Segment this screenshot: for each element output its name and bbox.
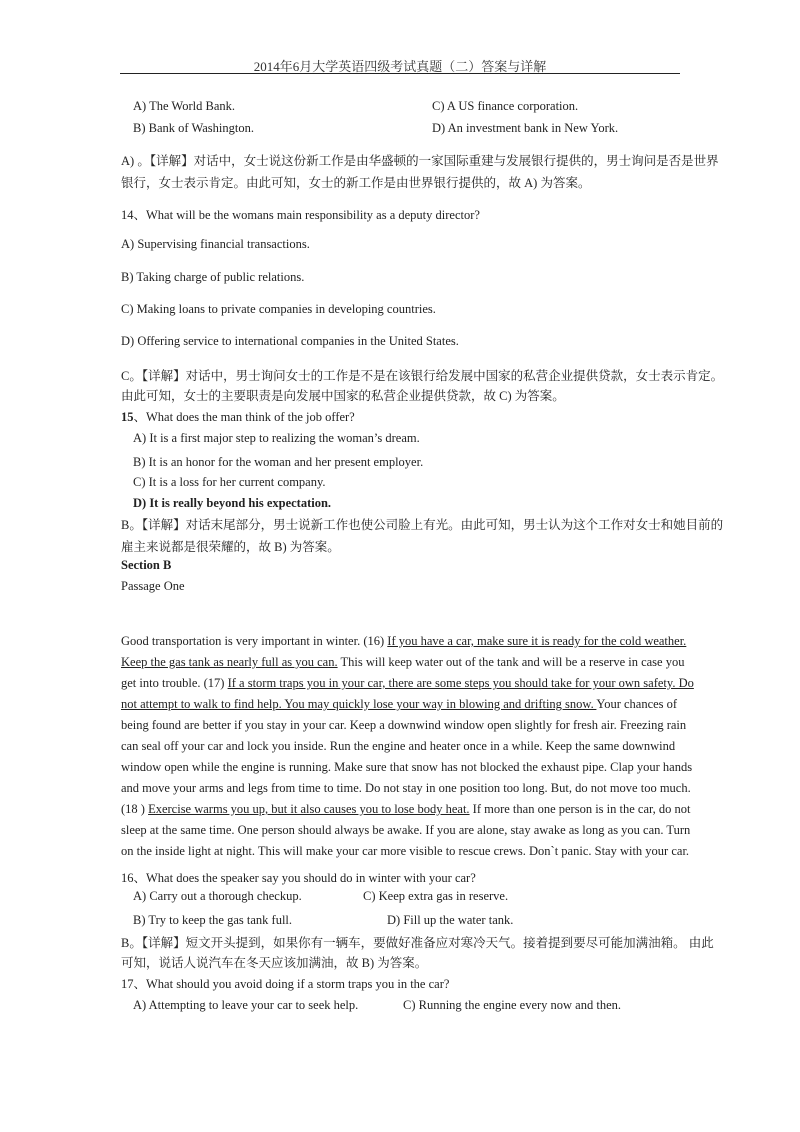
passage-line-4: [121, 697, 677, 712]
q14-option-a: A) Supervising financial transactions.: [121, 237, 310, 251]
passage-title: Passage One: [121, 579, 185, 593]
q14-explanation-line-2: 由此可知，女士的主要职责是向发展中国家的私营企业提供贷款，故 C) 为答案。: [121, 389, 565, 403]
q16-explanation-line-1: B。【详解】短文开头提到，如果你有一辆车，要做好准备应对寒冷天气。接着提到要尽可能加满油箱。 由此: [121, 936, 714, 950]
q16-option-c: C) Keep extra gas in reserve.: [363, 889, 509, 903]
passage-line-7: window open while the engine is running. Make sure that snow has not blocked the exhaust pipe. Clap your hands: [121, 760, 693, 774]
q15-explanation-line-1: B。【详解】对话末尾部分，男士说新工作也使公司脸上有光。由此可知，男士认为这个工作对女士和她目前的: [121, 518, 724, 532]
q14-option-c: C) Making loans to private companies in developing countries.: [121, 302, 436, 316]
q13-explanation-line-2: 银行，女士表示肯定。由此可知，女士的新工作是由世界银行提供的，故 A) 为答案。: [121, 176, 591, 190]
page-header: 2014年6月大学英语四级考试真题（二）答案与详解: [253, 59, 547, 74]
passage-text: This will keep water out of the tank and will be a reserve in case you: [337, 655, 685, 669]
passage-line-3: [121, 676, 694, 691]
q15-number: 15: [121, 410, 134, 424]
q13-option-c: C) A US finance corporation.: [432, 99, 579, 113]
q14-option-d: D) Offering service to international companies in the United States.: [121, 334, 459, 348]
passage-text: Good transportation is very important in winter. (16): [121, 634, 388, 648]
q16-option-d: D) Fill up the water tank.: [387, 913, 514, 927]
passage-key-sentence: Exercise warms you up, but it also causes you to lose body heat.: [148, 802, 470, 816]
passage-key-sentence: If a storm traps you in your car, there are some steps you should take for your own safety. Do: [227, 676, 694, 690]
passage-text: get into trouble. (17): [121, 676, 228, 690]
q15-option-a: A) It is a first major step to realizing the woman’s dream.: [133, 431, 420, 445]
passage-text: (18 ): [121, 802, 149, 816]
q17-option-c: C) Running the engine every now and then.: [403, 998, 622, 1012]
passage-line-9: [121, 802, 691, 817]
q14-option-b: B) Taking charge of public relations.: [121, 270, 305, 284]
q16-option-a: A) Carry out a thorough checkup.: [133, 889, 302, 903]
q17-option-a: A) Attempting to leave your car to seek help.: [133, 998, 359, 1012]
q15-option-d: D) It is really beyond his expectation.: [133, 496, 332, 510]
q15-explanation-line-2: 雇主来说都是很荣耀的，故 B) 为答案。: [121, 540, 340, 554]
passage-key-sentence: If you have a car, make sure it is ready for the cold weather.: [387, 634, 687, 648]
q17-question: 17、What should you avoid doing if a storm traps you in the car?: [121, 977, 450, 991]
q14-question: 14、What will be the womans main responsibility as a deputy director?: [121, 208, 480, 222]
q13-option-a: A) The World Bank.: [133, 99, 235, 113]
q16-option-b: B) Try to keep the gas tank full.: [133, 913, 293, 927]
passage-text: Your chances of: [596, 697, 678, 711]
q13-explanation-line-1: A) 。【详解】对话中，女士说这份新工作是由华盛顿的一家国际重建与发展银行提供的，男士询问是否是世界: [121, 154, 719, 168]
passage-text: If more than one person is in the car, do not: [469, 802, 691, 816]
passage-line-5: being found are better if you stay in your car. Keep a downwind window open slightly for fresh air. Freezing rain: [121, 718, 687, 732]
q15-question-text: 、What does the man think of the job offer?: [133, 410, 355, 424]
passage-key-sentence: Keep the gas tank as nearly full as you can.: [121, 655, 338, 669]
q16-explanation-line-2: 可知，说话人说汽车在冬天应该加满油，故 B) 为答案。: [121, 956, 428, 970]
q13-option-d: D) An investment bank in New York.: [432, 121, 619, 135]
passage-line-2: [121, 655, 684, 670]
passage-line-6: can seal off your car and lock you inside. Run the engine and heater once in a while. Keep the same downwind: [121, 739, 676, 753]
q13-option-b: B) Bank of Washington.: [133, 121, 254, 135]
q16-question: 16、What does the speaker say you should do in winter with your car?: [121, 871, 476, 885]
q15-option-b: B) It is an honor for the woman and her present employer.: [133, 455, 424, 469]
section-title: Section B: [121, 558, 172, 572]
passage-line-11: on the inside light at night. This will make your car more visible to rescue crews. Don`t panic. Stay with your car.: [121, 844, 690, 858]
q14-explanation-line-1: C。【详解】对话中，男士询问女士的工作是不是在该银行给发展中国家的私营企业提供贷款，女士表示肯定。: [121, 369, 724, 383]
q15-option-c: C) It is a loss for her current company.: [133, 475, 326, 489]
passage-line-10: sleep at the same time. One person should always be awake. If you are alone, stay awake as long as you can. Turn: [121, 823, 691, 837]
passage-key-sentence: not attempt to walk to find help. You may quickly lose your way in blowing and drifting snow.: [121, 697, 597, 711]
header-rule: [120, 73, 680, 74]
passage-line-8: and move your arms and legs from time to time. Do not stay in one position too long. But, do not move too much.: [121, 781, 691, 795]
q15-question: [121, 407, 355, 425]
passage-line-1: [121, 634, 686, 649]
